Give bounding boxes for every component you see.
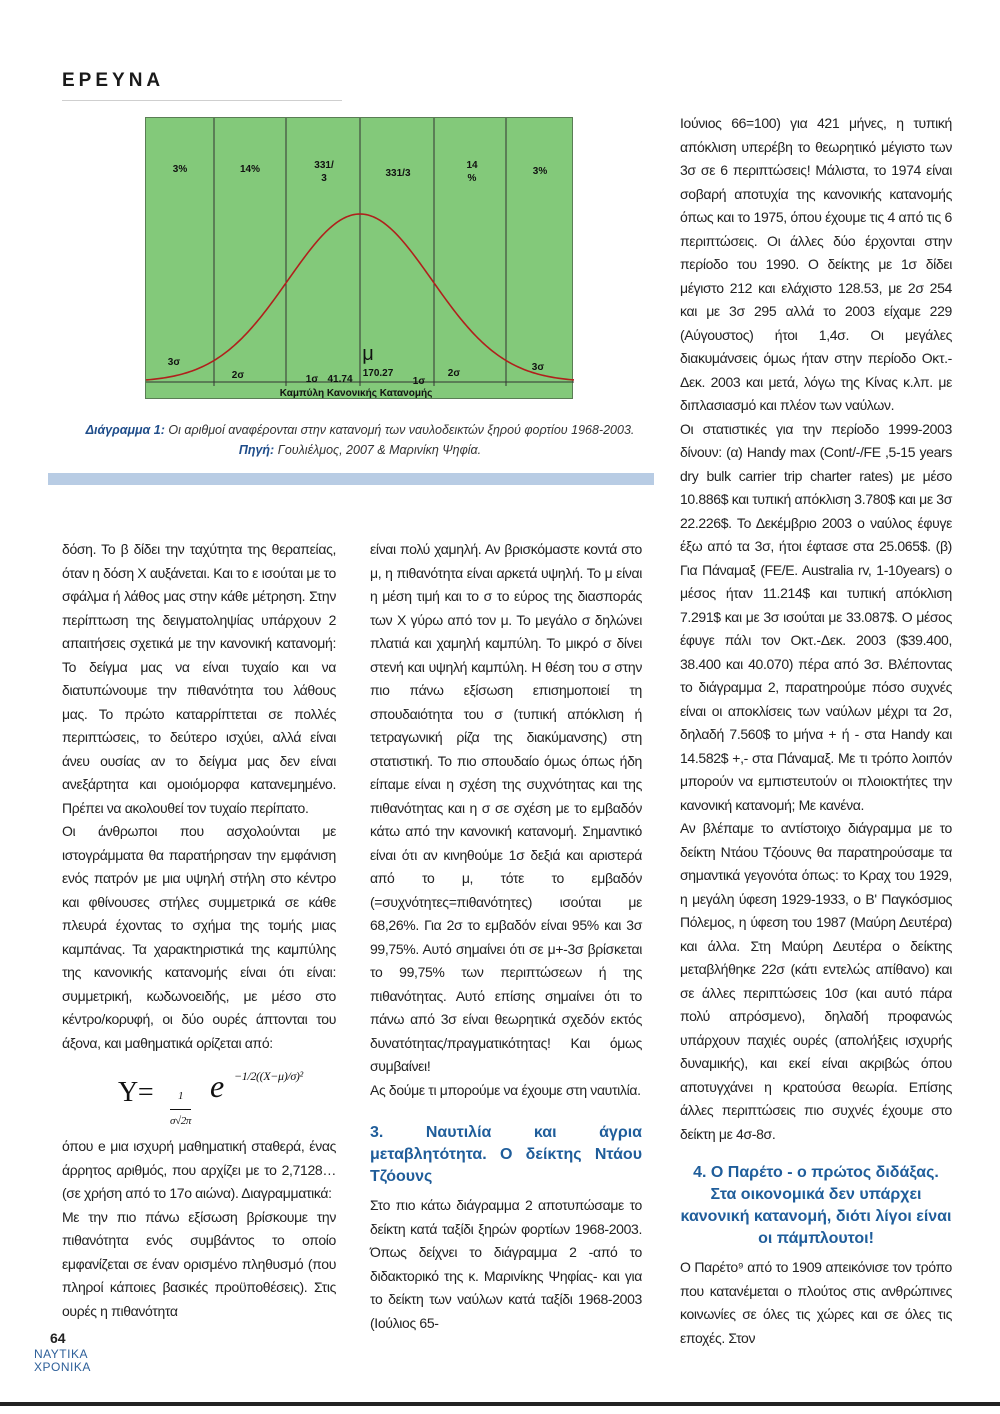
formula-exponent: −1/2((X−μ)/σ)²: [234, 1069, 303, 1083]
formula-fraction: [170, 1085, 191, 1133]
normal-distribution-figure: [145, 117, 573, 399]
figure-footer-label: Καμπύλη Κανονικής Κατανομής: [279, 388, 433, 399]
col1-paragraph-3: όπου e μια ισχυρή μαθηματική σταθερά, ένας άρρητος αριθμός, που αρχίζει με το 2,7128… (σε χρήση από το 17ο αιώνα). Διαγραμματικά:: [62, 1138, 336, 1201]
value-mid: 170.27: [362, 368, 394, 379]
col2-heading: 3. Ναυτιλία και άγρια μεταβλητότητα. Ο δείκτης Ντάου Τζόουνς: [370, 1124, 642, 1185]
formula-e: e: [210, 1068, 224, 1104]
col3-paragraph-3: Αν βλέπαμε το αντίστοιχο διάγραμμα με το δείκτη Ντάου Τζόουνς θα παρατηρούσαμε τα σημαντικά γεγονότα όπως: το Κραχ του 1929, η μεγάλη ύφεση 1929-1933, ο Β' Παγκόσμιος Πόλεμος, η ύφεση του 1987 (Μαύρη Δευτέρα) και άλλα. Στη Μαύρη Δευτέρα ο δείκτης μεταβλήθηκε 22σ (κάτι εντελώς απίθανο) και σε άλλες περιπτώσεις 10σ (και αυτό πάρα πολύ απρόσμενο), δηλαδή προφανώς υπάρχουν παχιές ουρές (απολήξεις ισχυρής δυναμικής), και εκεί είναι ακριβώς όπου αποτυγχάνει η κρατούσα θεωρία. Επίσης άλλες περιπτώσεις πιο συχνές έχουμε στο δείκτη με 4σ-8σ.: [680, 820, 952, 1142]
magazine-name-line1: ΝΑΥΤΙΚΑ: [34, 1347, 88, 1361]
caption-label: Διάγραμμα 1:: [85, 423, 165, 437]
pct-label-5a: 14: [466, 160, 478, 171]
separator-band: [48, 473, 654, 485]
pct-label-2: 14%: [239, 164, 261, 175]
caption-text: Οι αριθμοί αναφέρονται στην κατανομή των ναυλοδεικτών ξηρού φορτίου 1968-2003.: [168, 423, 635, 437]
sigma-right2: 2σ: [447, 368, 461, 379]
sigma-right1: 1σ: [412, 376, 426, 387]
pct-label-6: 3%: [532, 166, 548, 177]
col1-paragraph-2: Οι άνθρωποι που ασχολούνται με ιστογράμματα θα παρατήρησαν την εμφάνιση ενός πατρόν με μια υψηλή στήλη στο κέντρο και φθίνουσες στήλες συμμετρικά σε κάθε πλευρά έχοντας το σχήμα της τομής μιας καμπάνας. Τα χαρακτηριστικά της καμπύλης της κανονικής κατανομής είναι ότι είναι: συμμετρική, κωδωνοειδής, με μέσο στο κέντρο/κορυφή, οι δύο ουρές άπτονται του άξονα, και μαθηματικά ορίζεται από:: [62, 823, 336, 1051]
pct-label-1: 3%: [172, 164, 188, 175]
formula-denominator: σ√2π: [170, 1114, 192, 1127]
pct-label-5b: %: [467, 173, 477, 184]
section-divider: [62, 100, 342, 101]
col3-paragraph-2: Οι στατιστικές για την περίοδο 1999-2003 δίνουν: (α) Handy max (Cont/-/FE ,5-15 years dry bulk carrier trip charter rates) με μέσο 10.886$ και τυπική απόκλιση 3.780$ και με 3σ 22.226$. Το Δεκέμβριο 2003 ο ναύλος έφυγε έξω από τα 3σ, ήτοι έφτασε στα 25.065$. (β) Για Πάναμαξ (FE/E. Australia rv, 1-10years) ο μέσος ήταν 11.214$ και τυπική απόκλιση 7.291$ και με 3σ ισούται με 33.087$. Ο μέσος έφυγε πάλι τον Οκτ.-Δεκ. 2003 ($39.400, 38.400 και 40.070) πέρα από 3σ. Βλέποντας το διάγραμμα 2, παρατηρούμε πόσο συχνές είναι οι αποκλίσεις των ναύλων μέχρι τα 2σ, δηλαδή 7.560$ το μήνα + ή - στα Handy και 14.582$ +,- στα Πάναμαξ. Με τι τρόπο λοιπόν μπορούν να εμπιστευτούν οι πλοιοκτήτες την κανονική κατανομή; Με κανένα.: [680, 420, 952, 813]
value-left: 41.74: [327, 374, 353, 385]
sigma-right3: 3σ: [531, 362, 545, 373]
magazine-name-line2: ΧΡΟΝΙΚΑ: [34, 1360, 91, 1374]
sigma-left3: 3σ: [167, 357, 181, 368]
pct-label-3b: 3: [321, 173, 327, 184]
col2-paragraph-3: Στο πιο κάτω διάγραμμα 2 αποτυπώσαμε το δείκτη κατά ταξίδι ξηρών φορτίων 1968-2003. Όπως δείχνει το διάγραμμα 2 -από το διδακτορικό της κ. Μαρινίκης Ψηφίας- και για το δείκτη των ναύλων κατά ταξίδι 1968-2003 (Ιούλιος 65-: [370, 1197, 642, 1331]
section-title: ΕΡΕΥΝΑ: [62, 70, 165, 91]
magazine-name: [34, 1347, 91, 1374]
formula-numerator: 1: [170, 1085, 191, 1110]
page-number: 64: [50, 1330, 66, 1346]
normal-formula: [62, 1059, 336, 1129]
sigma-left2: 2σ: [231, 370, 245, 381]
figure-caption: [80, 420, 640, 460]
column-3: [680, 112, 952, 1350]
mu-symbol: μ: [362, 343, 374, 365]
col3-paragraph-4: Ο Παρέτο⁹ από το 1909 απεικόνισε τον τρόπο που κατανέμεται ο πλούτος στις ανθρώπινες κοινωνίες σε όλες τις χώρες και σε όλες τις εποχές. Στον: [680, 1259, 952, 1346]
caption-source-text: Γουλιέλμος, 2007 & Μαρινίκη Ψηφία.: [277, 443, 482, 457]
normal-curve-svg: [146, 118, 574, 400]
col3-heading: 4. Ο Παρέτο - ο πρώτος διδάξας. Στα οικονομικά δεν υπάρχει κανονική κατανομή, διότι λίγοι είναι οι πάμπλουτοι!: [680, 1164, 952, 1247]
col2-paragraph-1: είναι πολύ χαμηλή. Αν βρισκόμαστε κοντά στο μ, η πιθανότητα είναι αρκετά υψηλή. Το μ είναι η μέση τιμή και το σ το εύρος της διασποράς των Χ γύρω από τον μ. Το μεγάλο σ δηλώνει πλατιά και χαμηλή καμπύλη. Το μικρό σ δίνει στενή και υψηλή καμπύλη. Η θέση του σ στην πιο πάνω εξίσωση επισημοποιεί τη σπουδαιότητα του σ (τυπική απόκλιση ή τετραγωνική ρίζα της διακύμανσης) στη στατιστική. Το πιο σπουδαίο όμως όπως ήδη είπαμε είναι η σχέση της συχνότητας και της πιθανότητας και η σ σε σχέση με το εμβαδόν κάτω από την κανονική κατανομή. Σημαντικό είναι ότι αν κινηθούμε 1σ δεξιά και αριστερά από το μ, τότε το εμβαδόν (=συχνότητες=πιθανότητες) ισούται με 68,26%. Για 2σ το εμβαδόν είναι 95% και 3σ 99,75%. Αυτό σημαίνει ότι σε μ+-3σ βρίσκεται το 99,75% των περιπτώσεων ή της πιθανότητας. Αυτό επίσης σημαίνει ότι το πάνω από 3σ είναι θεωρητικά σχεδόν εκτός δυνατότητας/πραγματικότητας! Και όμως συμβαίνει!: [370, 541, 642, 1074]
column-2: [370, 538, 642, 1335]
formula-lhs: Y=: [118, 1077, 154, 1108]
pct-label-3a: 331/: [314, 160, 334, 171]
footer-rule: [0, 1402, 1000, 1406]
col1-paragraph-4: Με την πιο πάνω εξίσωση βρίσκουμε την πιθανότητα ενός συμβάντος το οποίο εμφανίζεται σε έναν ορισμένο πληθυσμό (που πληροί κάποιες βασικές προϋποθέσεις). Στις ουρές η πιθανότητα: [62, 1208, 336, 1319]
col2-paragraph-2: Ας δούμε τι μπορούμε να έχουμε στη ναυτιλία.: [370, 1081, 641, 1098]
col1-paragraph-1: δόση. Το β δίδει την ταχύτητα της θεραπείας, όταν η δόση Χ αυξάνεται. Και το ε ισούται με το σφάλμα ή λάθος μας στην κάθε μέτρηση. Στην περίπτωση της δειγματοληψίας υπάρχουν 2 απαιτήσεις σχετικά με την κανονική κατανομή: Το δείγμα μας να είναι τυχαίο και να διατυπώνουμε την πιθανότητα του λάθους μας. Το πρώτο καταρρίπτεται σε πολλές περιπτώσεις, το δεύτερο ισχύει, αλλά είναι άνευ ουσίας αν το δείγμα μας δεν είναι ανεξάρτητα και ομοιόμορφα κατανεμημένο. Πρέπει να ακολουθεί τον τυχαίο περίπατο.: [62, 541, 336, 816]
sigma-left1: 1σ: [305, 374, 319, 385]
caption-source-label: Πηγή:: [238, 443, 275, 457]
pct-label-4: 331/3: [385, 168, 411, 179]
col3-paragraph-1: Ιούνιος 66=100) για 421 μήνες, η τυπική απόκλιση υπερέβη το θεωρητικό μέγιστο των 3σ σε 6 περιπτώσεις! Μάλιστα, το 1974 είναι σοβαρή αποτυχία της κανονικής κατανομής όπως και το 1975, όπου έχουμε τις 4 από τις 6 περιπτώσεις. Οι άλλες δύο έρχονται στην περίοδο του 1990. Ο δείκτης με 1σ δίδει μέγιστο 212 και ελάχιστο 128.53, με 2σ 254 και με 3σ 295 αλλά το 2003 είχαμε 229 (Αύγουστος) ήτοι 1,4σ. Οι μεγάλες διακυμάνσεις όμως ήταν στην περίοδο Οκτ.-Δεκ. 2003 και μετά, λόγω της Κίνας κ.λπ. με διπλασιασμό και πλέον των ναύλων.: [680, 115, 952, 413]
column-1: [62, 538, 336, 1323]
